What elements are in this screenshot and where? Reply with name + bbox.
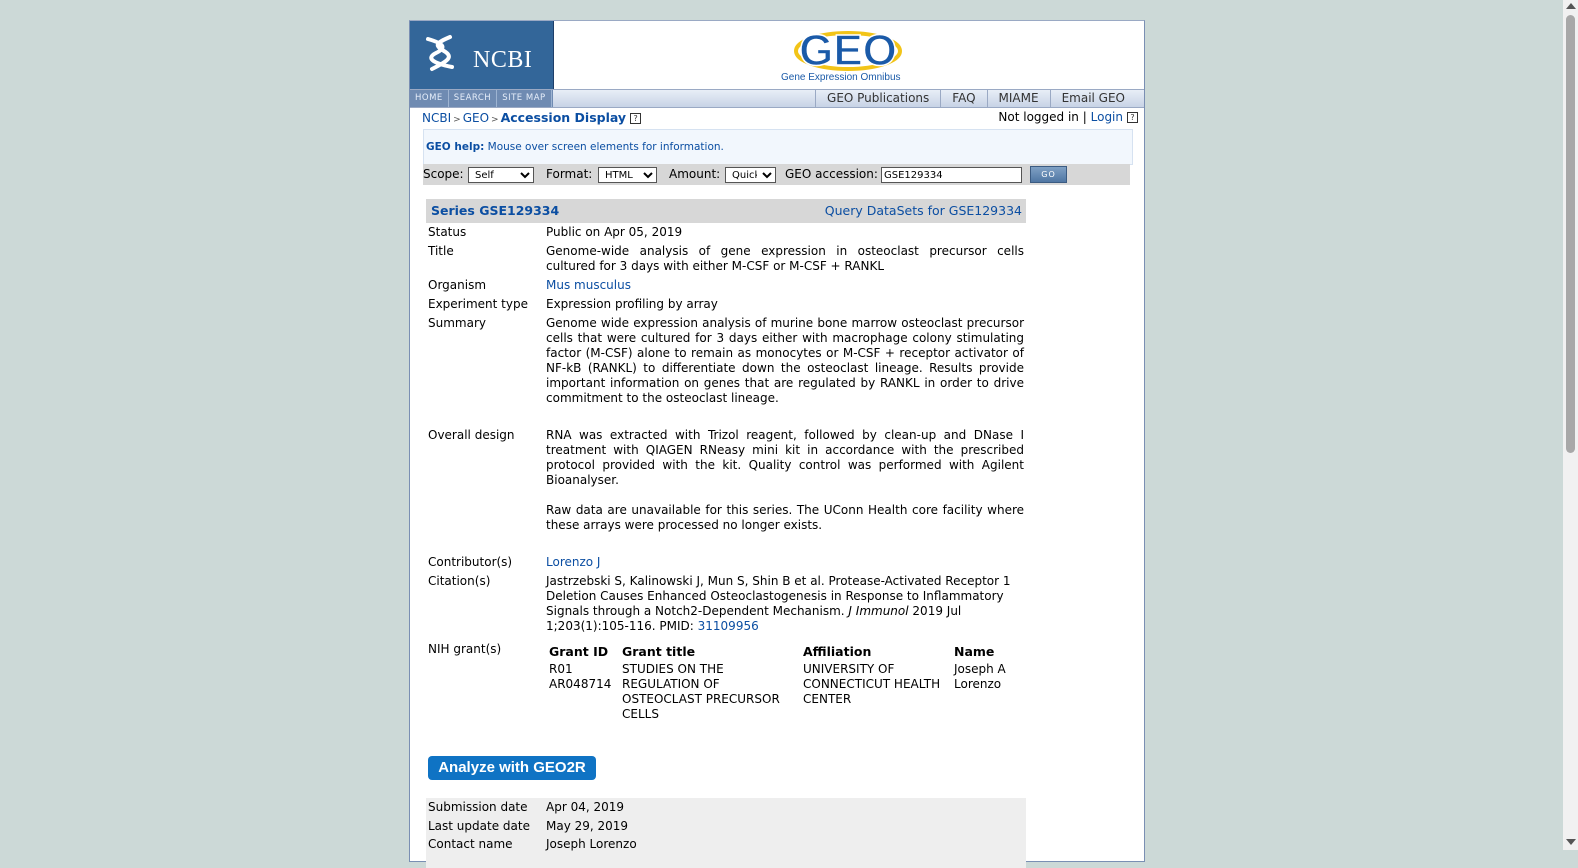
nav-geo-publications[interactable]: GEO Publications — [815, 90, 940, 107]
nav-site-map[interactable]: SITE MAP — [497, 90, 551, 107]
geo-logo-text: GEO — [799, 26, 897, 73]
nav-email-geo[interactable]: Email GEO — [1050, 90, 1136, 107]
format-select[interactable] — [598, 167, 657, 183]
overall-design-key: Overall design — [428, 428, 515, 442]
overall-design-value: RNA was extracted with Trizol reagent, followed by clean-up and DNase I treatment with QIAGEN RNeasy mini kit in accordance with the prescribed protocol provided with the kit. Quality control was performed with Agilent Bioanalyser. — [546, 428, 1024, 487]
organism-key: Organism — [428, 278, 487, 292]
login-area — [998, 109, 1138, 126]
table-row — [546, 661, 1020, 722]
help-text: Mouse over screen elements for information. — [487, 141, 724, 153]
scope-label: Scope: — [423, 167, 464, 181]
contributor-link[interactable]: Lorenzo J — [546, 555, 601, 569]
geo-subtitle: Gene Expression Omnibus — [781, 72, 901, 83]
title-key: Title — [428, 244, 454, 258]
amount-select[interactable] — [725, 167, 776, 183]
title-value: Genome-wide analysis of gene expression in osteoclast precursor cells cultured for 3 days with either M-CSF or M-CSF + RANKL — [546, 244, 1024, 273]
geo-help-box — [423, 129, 1133, 165]
breadcrumb-current: Accession Display — [500, 110, 627, 125]
help-icon[interactable]: ? — [630, 113, 641, 124]
breadcrumb-geo[interactable]: GEO — [462, 111, 490, 125]
nav-search[interactable]: SEARCH — [449, 90, 497, 107]
ncbi-nav — [410, 90, 553, 107]
grant-header-name: Name — [954, 644, 995, 659]
go-button[interactable]: GO — [1030, 166, 1067, 183]
summary-key: Summary — [428, 316, 486, 330]
grant-table-header — [546, 643, 1020, 661]
grant-header-title: Grant title — [622, 644, 696, 659]
status-key: Status — [428, 225, 467, 239]
citation-value — [546, 574, 1016, 634]
scroll-up-arrow-icon[interactable] — [1566, 3, 1576, 9]
help-label: GEO help: — [426, 141, 485, 153]
nav-home[interactable]: HOME — [410, 90, 449, 107]
submission-date-key: Submission date — [428, 800, 528, 814]
summary-value: Genome wide expression analysis of murine bone marrow osteoclast precursor cells that were cultured for 3 days either with macrophage colony stimulating factor (M-CSF) alone to remain as monocytes or M-CSF + receptor activator of NF-kB (RANKL) to differentiate down the osteoclast lineage. Results provide important information on genes that are regulated by RANKL in order to drive commitment to the osteoclast lineage. — [546, 316, 1024, 405]
query-datasets-link[interactable]: Query DataSets for GSE129334 — [824, 203, 1022, 218]
grant-header-id: Grant ID — [549, 644, 609, 659]
ncbi-helix-icon — [422, 33, 462, 73]
contributors-key: Contributor(s) — [428, 555, 513, 569]
last-update-value: May 29, 2019 — [546, 819, 629, 833]
breadcrumb: NCBI > GEO > Accession Display ? — [422, 109, 641, 129]
scope-select[interactable] — [468, 167, 534, 183]
status-value: Public on Apr 05, 2019 — [546, 225, 683, 239]
citation-journal: J Immunol — [848, 604, 909, 618]
login-help-icon[interactable]: ? — [1127, 112, 1138, 123]
citation-details: 2019 Jul 1;203(1):105-116. PMID: — [546, 604, 962, 633]
overall-design-note: Raw data are unavailable for this series. The UConn Health core facility where these arrays were processed no longer exists. — [546, 503, 1024, 532]
experiment-type-value: Expression profiling by array — [546, 297, 718, 311]
grant-affiliation: UNIVERSITY OF CONNECTICUT HEALTH CENTER — [803, 662, 941, 706]
amount-label: Amount: — [669, 167, 721, 181]
grant-id: R01 AR048714 — [549, 662, 612, 691]
ncbi-logo[interactable] — [410, 21, 554, 89]
nav-faq[interactable]: FAQ — [940, 90, 986, 107]
page-scrollbar[interactable] — [1563, 0, 1578, 850]
analyze-geo2r-button[interactable]: Analyze with GEO2R — [428, 756, 596, 780]
accession-search-bar — [423, 164, 1130, 185]
grant-table — [546, 643, 1020, 722]
submission-date-value: Apr 04, 2019 — [546, 800, 625, 814]
ncbi-logo-text: NCBI — [473, 47, 533, 73]
top-navbar — [410, 89, 1144, 108]
contact-name-key: Contact name — [428, 837, 513, 851]
grant-name: Joseph A Lorenzo — [954, 662, 1006, 691]
accession-label: GEO accession: — [785, 167, 878, 181]
format-label: Format: — [546, 167, 593, 181]
citation-key: Citation(s) — [428, 574, 491, 588]
series-title: Series GSE129334 — [431, 203, 560, 218]
scroll-thumb[interactable] — [1566, 15, 1575, 453]
last-update-key: Last update date — [428, 819, 530, 833]
geo-logo-mark — [793, 25, 903, 73]
grant-header-affiliation: Affiliation — [803, 644, 872, 659]
nav-miame[interactable]: MIAME — [987, 90, 1050, 107]
organism-link[interactable]: Mus musculus — [546, 278, 631, 292]
geo-logo[interactable] — [553, 21, 1144, 89]
scroll-down-arrow-icon[interactable] — [1566, 839, 1576, 845]
geo-page — [409, 20, 1145, 862]
experiment-type-key: Experiment type — [428, 297, 528, 311]
pmid-link[interactable]: 31109956 — [697, 619, 759, 633]
geo-nav — [815, 90, 1136, 107]
accession-input[interactable] — [881, 167, 1022, 183]
breadcrumb-ncbi[interactable]: NCBI — [422, 111, 452, 125]
series-header — [426, 199, 1026, 223]
login-link[interactable]: Login — [1090, 110, 1123, 124]
nih-grants-key: NIH grant(s) — [428, 642, 502, 656]
grant-title: STUDIES ON THE REGULATION OF OSTEOCLAST PRECURSOR CELLS — [622, 662, 780, 721]
contact-name-value: Joseph Lorenzo — [546, 837, 637, 851]
login-separator: | — [1082, 110, 1087, 124]
citation-text: Jastrzebski S, Kalinowski J, Mun S, Shin B et al. Protease-Activated Receptor 1 Deletion Causes Enhanced Osteoclastogenesis in Response to Inflammatory Signals through a Notch2-Dependent Mechanism. — [546, 574, 1011, 618]
login-status: Not logged in — [998, 110, 1079, 124]
